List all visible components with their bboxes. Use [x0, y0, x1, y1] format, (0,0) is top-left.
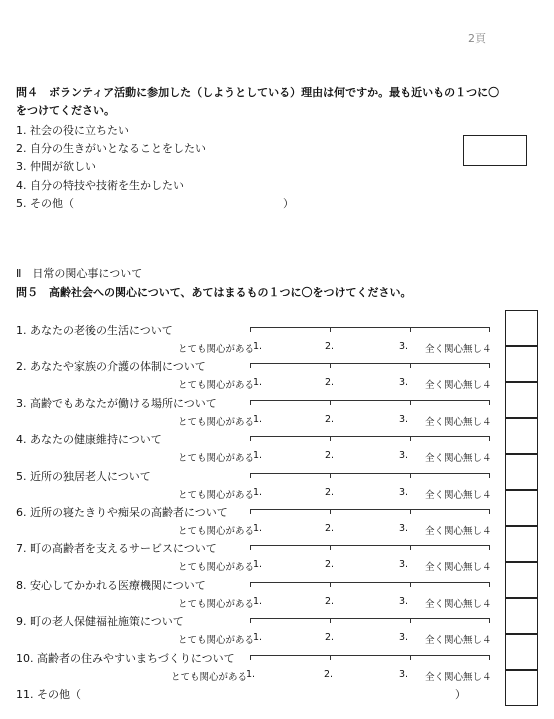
rating-scale-line [250, 436, 490, 441]
q4-option-2: 2. 自分の生きがいとなることをしたい [16, 142, 206, 155]
rating-option-4[interactable]: 全く関心無し４ [425, 344, 492, 355]
rating-option-1[interactable]: 1. [253, 632, 263, 643]
answer-box[interactable] [505, 598, 538, 634]
rating-option-3[interactable]: 3. [399, 632, 409, 643]
rating-scale-tick [330, 400, 331, 405]
q5-item-label: 3. 高齢でもあなたが働ける場所について [16, 397, 217, 410]
rating-scale-tick [410, 509, 411, 514]
answer-box[interactable] [505, 346, 538, 382]
rating-scale-tick [410, 363, 411, 368]
rating-option-3[interactable]: 3. [399, 596, 409, 607]
rating-option-2[interactable]: 2. [324, 669, 334, 680]
rating-scale-line [250, 655, 490, 660]
answer-box[interactable] [505, 454, 538, 490]
rating-scale-tick [410, 473, 411, 478]
answer-box[interactable] [505, 562, 538, 598]
section-2-heading: Ⅱ 日常の関心事について [16, 267, 143, 280]
rating-scale-line [250, 545, 490, 550]
rating-anchor-label: とても関心がある [178, 599, 255, 610]
rating-option-2[interactable]: 2. [325, 377, 335, 388]
rating-option-3[interactable]: 3. [399, 414, 409, 425]
rating-option-3[interactable]: 3. [399, 377, 409, 388]
rating-option-1[interactable]: 1. [253, 559, 263, 570]
rating-scale-tick [330, 582, 331, 587]
q4-option-3: 3. 仲間が欲しい [16, 160, 96, 173]
rating-option-1[interactable]: 1. [253, 341, 263, 352]
q5-item-label: 7. 町の高齢者を支えるサービスについて [16, 542, 217, 555]
q4-answer-box[interactable] [463, 135, 527, 166]
q5-item-label: 2. あなたや家族の介護の体制について [16, 360, 206, 373]
rating-option-1[interactable]: 1. [253, 523, 263, 534]
answer-box[interactable] [505, 634, 538, 670]
rating-option-3[interactable]: 3. [399, 523, 409, 534]
rating-scale-tick [330, 363, 331, 368]
rating-anchor-label: とても関心がある [171, 672, 248, 683]
rating-option-4[interactable]: 全く関心無し４ [425, 672, 492, 683]
rating-option-2[interactable]: 2. [325, 487, 335, 498]
rating-anchor-label: とても関心がある [178, 344, 255, 355]
rating-option-3[interactable]: 3. [399, 341, 409, 352]
rating-option-3[interactable]: 3. [399, 487, 409, 498]
rating-anchor-label: とても関心がある [178, 635, 255, 646]
rating-scale-tick [410, 655, 411, 660]
rating-option-2[interactable]: 2. [325, 596, 335, 607]
rating-anchor-label: とても関心がある [178, 453, 255, 464]
rating-scale-tick [330, 545, 331, 550]
answer-box[interactable] [505, 490, 538, 526]
rating-option-3[interactable]: 3. [399, 669, 409, 680]
rating-anchor-label: とても関心がある [178, 562, 255, 573]
rating-option-4[interactable]: 全く関心無し４ [425, 490, 492, 501]
rating-option-4[interactable]: 全く関心無し４ [425, 380, 492, 391]
rating-option-4[interactable]: 全く関心無し４ [425, 417, 492, 428]
q5-title: 問５ 高齢社会への関心について、あてはまるもの１つに〇をつけてください。 [16, 286, 412, 299]
rating-scale-tick [330, 436, 331, 441]
rating-option-2[interactable]: 2. [325, 632, 335, 643]
rating-option-4[interactable]: 全く関心無し４ [425, 599, 492, 610]
q4-option-5: 5. その他（ ） [16, 197, 294, 210]
rating-scale-tick [410, 582, 411, 587]
answer-box[interactable] [505, 526, 538, 562]
rating-scale-line [250, 363, 490, 368]
q5-item-label: 10. 高齢者の住みやすいまちづくりについて [16, 652, 235, 665]
rating-option-3[interactable]: 3. [399, 559, 409, 570]
rating-option-3[interactable]: 3. [399, 450, 409, 461]
q4-title-line2: をつけてください。 [16, 104, 115, 117]
q4-option-1: 1. 社会の役に立ちたい [16, 124, 129, 137]
rating-option-4[interactable]: 全く関心無し４ [425, 562, 492, 573]
rating-scale-line [250, 509, 490, 514]
answer-box[interactable] [505, 382, 538, 418]
rating-scale-tick [330, 618, 331, 623]
rating-scale-tick [330, 655, 331, 660]
answer-box[interactable] [505, 418, 538, 454]
rating-option-2[interactable]: 2. [325, 341, 335, 352]
page-number: 2頁 [468, 32, 486, 45]
q5-item-label: 4. あなたの健康維持について [16, 433, 162, 446]
rating-option-1[interactable]: 1. [253, 450, 263, 461]
q5-item-label: 6. 近所の寝たきりや痴呆の高齢者について [16, 506, 228, 519]
q5-item-label: 9. 町の老人保健福祉施策について [16, 615, 184, 628]
rating-option-4[interactable]: 全く関心無し４ [425, 453, 492, 464]
q5-other-item: 11. その他（ ） [16, 688, 466, 701]
q4-title-line1: 問４ ボランティア活動に参加した（しようとしている）理由は何ですか。最も近いもの１つに〇 [16, 86, 500, 99]
rating-option-4[interactable]: 全く関心無し４ [425, 526, 492, 537]
rating-option-1[interactable]: 1. [246, 669, 256, 680]
rating-option-4[interactable]: 全く関心無し４ [425, 635, 492, 646]
rating-anchor-label: とても関心がある [178, 490, 255, 501]
answer-box[interactable] [505, 310, 538, 346]
rating-scale-line [250, 473, 490, 478]
rating-scale-line [250, 618, 490, 623]
rating-scale-tick [330, 473, 331, 478]
rating-scale-line [250, 582, 490, 587]
rating-scale-tick [330, 327, 331, 332]
q5-item-label: 1. あなたの老後の生活について [16, 324, 173, 337]
rating-option-1[interactable]: 1. [253, 414, 263, 425]
rating-anchor-label: とても関心がある [178, 380, 255, 391]
rating-scale-tick [410, 618, 411, 623]
rating-anchor-label: とても関心がある [178, 417, 255, 428]
rating-option-2[interactable]: 2. [325, 450, 335, 461]
rating-scale-tick [410, 545, 411, 550]
q4-option-4: 4. 自分の特技や技術を生かしたい [16, 179, 184, 192]
rating-anchor-label: とても関心がある [178, 526, 255, 537]
q5-item-label: 5. 近所の独居老人について [16, 470, 151, 483]
rating-scale-tick [410, 436, 411, 441]
rating-option-1[interactable]: 1. [253, 377, 263, 388]
rating-scale-tick [410, 327, 411, 332]
rating-scale-tick [330, 509, 331, 514]
rating-option-2[interactable]: 2. [325, 523, 335, 534]
rating-option-1[interactable]: 1. [253, 596, 263, 607]
rating-scale-line [250, 327, 490, 332]
answer-box[interactable] [505, 670, 538, 706]
rating-scale-line [250, 400, 490, 405]
rating-option-2[interactable]: 2. [325, 414, 335, 425]
rating-option-1[interactable]: 1. [253, 487, 263, 498]
q5-item-label: 8. 安心してかかれる医療機関について [16, 579, 206, 592]
rating-option-2[interactable]: 2. [325, 559, 335, 570]
rating-scale-tick [410, 400, 411, 405]
